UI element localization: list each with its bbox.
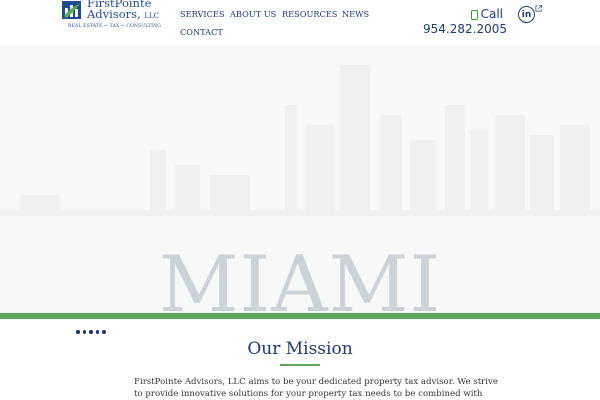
company-name <box>87 0 159 22</box>
nav-item-services[interactable]: SERVICES <box>180 9 225 19</box>
call-link[interactable] <box>423 7 507 36</box>
nav-item-contact[interactable]: CONTACT <box>180 27 223 37</box>
building-leaf-logo-icon <box>62 0 82 20</box>
slider-dot[interactable] <box>96 330 100 334</box>
hero-city-title: MIAMI <box>158 240 442 313</box>
nav-item-resources[interactable]: RESOURCES <box>282 9 338 19</box>
company-logo[interactable] <box>62 0 161 34</box>
slider-dot[interactable] <box>89 330 93 334</box>
accent-divider <box>0 313 600 319</box>
heading-underline <box>280 364 320 366</box>
mission-paragraph <box>134 376 498 400</box>
mission-text-line: to provide innovative solutions for your property tax needs to be combined with <box>134 389 483 399</box>
site-header <box>0 0 600 45</box>
nav-item-news[interactable]: NEWS <box>342 9 370 19</box>
nav-item-about-us[interactable]: ABOUT US <box>230 9 277 19</box>
slider-dot[interactable] <box>83 330 87 334</box>
linkedin-label: in <box>521 9 532 20</box>
company-name-line1: FirstPointe <box>87 0 152 10</box>
phone-number: 954.282.2005 <box>423 22 507 36</box>
company-tagline: REAL ESTATE ~ TAX ~ CONSULTING <box>68 24 161 29</box>
mission-text-line: FirstPointe Advisors, LLC aims to be your dedicated property tax advisor. We strive <box>134 377 498 387</box>
call-label: Call <box>480 7 503 21</box>
slider-dots[interactable] <box>76 330 106 334</box>
phone-icon <box>471 10 478 20</box>
hero-banner <box>0 45 600 313</box>
slider-dot[interactable] <box>76 330 80 334</box>
mission-heading: Our Mission <box>247 339 353 359</box>
company-name-line2: Advisors, <box>87 7 141 21</box>
slider-dot[interactable] <box>102 330 106 334</box>
external-link-icon <box>535 5 542 12</box>
linkedin-icon[interactable] <box>518 6 535 23</box>
company-name-suffix: LLC <box>144 12 160 20</box>
